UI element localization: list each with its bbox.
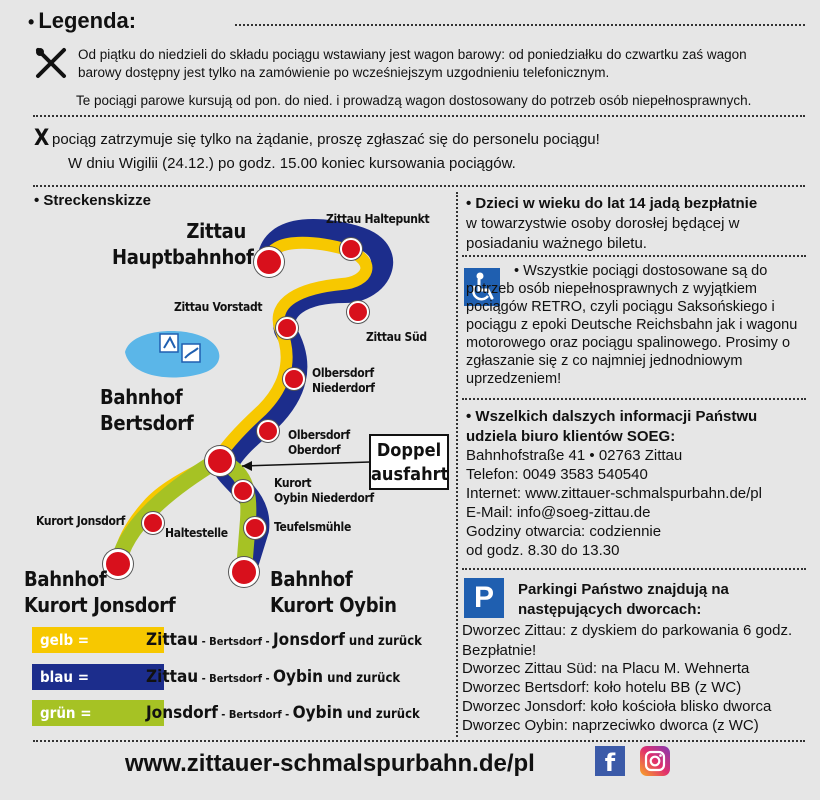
divider: [462, 398, 806, 400]
facebook-icon[interactable]: f: [595, 746, 625, 776]
station-zittau-sued: Zittau Süd: [366, 330, 427, 344]
station-pin: [340, 238, 362, 260]
station-zittau-haltepunkt: Zittau Haltepunkt: [326, 212, 430, 226]
station-oybin-niederdorf: Kurort Oybin Niederdorf: [274, 476, 374, 505]
station-pin: [244, 517, 266, 539]
request-stop-symbol: X: [34, 126, 50, 151]
station-jonsdorf-haltestelle: Kurort Jonsdorf: [36, 514, 126, 528]
station-haltestelle: Haltestelle: [165, 526, 228, 540]
station-olbersdorf-niederdorf: Olbersdorf Niederdorf: [312, 366, 375, 395]
station-pin: [254, 247, 284, 277]
route-yellow: Zittau - Bertsdorf - Jonsdorf und zurück: [146, 630, 422, 650]
station-pin: [283, 368, 305, 390]
divider-vertical: [456, 192, 458, 737]
station-pin: [257, 420, 279, 442]
parking-line: Dworzec Jonsdorf: koło kościoła blisko dworca: [462, 698, 772, 715]
parking-line: Dworzec Zittau: z dyskiem do parkowania 6 godz. Bezpłatnie!: [462, 622, 793, 659]
christmas-note: W dniu Wigilii (24.12.) po godz. 15.00 koniec kursowania pociągów.: [68, 155, 516, 172]
station-kurort-oybin: Bahnhof Kurort Oybin: [270, 567, 397, 617]
info-phone: Telefon: 0049 3583 540540: [466, 466, 648, 483]
parking-heading: Parkingi Państwo znajdują na następujących dworcach:: [518, 581, 729, 618]
station-pin: [347, 301, 369, 323]
divider: [33, 740, 805, 742]
cutlery-icon: [34, 46, 68, 80]
route-green: Jonsdorf - Bertsdorf - Oybin und zurück: [146, 703, 420, 723]
legend-title: • Legenda:: [28, 8, 137, 33]
station-zittau-hbf: Zittau Hauptbahnhof: [112, 219, 254, 269]
doppel-ausfahrt-box: Doppel ausfahrt: [369, 434, 449, 490]
station-pin: [142, 512, 164, 534]
children-note: • Dzieci w wieku do lat 14 jadą bezpłatnie w towarzystwie osoby dorosłej będącej w posiadaniu ważnego biletu.: [466, 195, 758, 252]
info-heading: • Wszelkich dalszych informacji Państwu udziela biuro klientów SOEG:: [466, 408, 758, 445]
map-title: • Streckenskizze: [34, 192, 151, 209]
info-email-link[interactable]: E-Mail: info@soeg-zittau.de: [466, 504, 651, 521]
parking-line: Dworzec Zittau Süd: na Placu M. Wehnerta: [462, 660, 750, 677]
instagram-icon[interactable]: [640, 746, 670, 776]
station-pin: [229, 557, 259, 587]
pond-icon: [120, 322, 230, 382]
station-bertsdorf: Bahnhof Bertsdorf: [100, 385, 194, 435]
divider: [462, 568, 806, 570]
info-address: Bahnhofstraße 41 • 02763 Zittau: [466, 447, 683, 464]
key-blue: blau =: [32, 664, 164, 690]
route-blue: Zittau - Bertsdorf - Oybin und zurück: [146, 667, 401, 687]
divider: [33, 115, 805, 117]
key-green: grün =: [32, 700, 164, 726]
parking-icon: P: [464, 578, 504, 618]
footer-url-link[interactable]: www.zittauer-schmalspurbahn.de/pl: [125, 750, 535, 777]
station-pin: [276, 317, 298, 339]
divider: [235, 24, 805, 26]
parking-line: Dworzec Oybin: naprzeciwko dworca (z WC): [462, 717, 759, 734]
accessibility-note: • Wszystkie pociągi dostosowane są do potrzeb osób niepełnosprawnych z wyjątkiem pociągów RETRO, czyli pociągu Saksońskiego i pociągu z epoki Deutsche Reichsbahn jak i wagonu motorowego oraz pociągu spalinowego. Prosimy o zgłaszanie się z co najmniej jednodniowym uprzedzeniem!: [466, 263, 798, 387]
divider: [33, 185, 805, 187]
station-olbersdorf-oberdorf: Olbersdorf Oberdorf: [288, 428, 350, 457]
steam-note: Te pociągi parowe kursują od pon. do nied. i prowadzą wagon dostosowany do potrzeb osób niepełnosprawnych.: [76, 93, 752, 108]
info-hours: od godz. 8.30 do 13.30: [466, 542, 620, 559]
parking-line: Dworzec Bertsdorf: koło hotelu BB (z WC): [462, 679, 742, 696]
request-note: pociąg zatrzymuje się tylko na żądanie, proszę zgłaszać się do personelu pociągu!: [52, 131, 600, 148]
divider: [462, 255, 806, 257]
station-pin: [205, 446, 235, 476]
bar-note: Od piątku do niedzieli do składu pociągu wstawiany jest wagon barowy: od poniedziałku do czwartku zaś wagon barowy dostępny jest tylko na zamówienie po wcześniejszym uzgodnieniu telefonicznym.: [78, 47, 747, 80]
info-internet-link[interactable]: Internet: www.zittauer-schmalspurbahn.de/pl: [466, 485, 762, 502]
key-yellow: gelb =: [32, 627, 164, 653]
station-pin: [232, 480, 254, 502]
station-kurort-jonsdorf: Bahnhof Kurort Jonsdorf: [24, 567, 176, 617]
station-teufelsmuehle: Teufelsmühle: [274, 520, 351, 534]
info-hours-label: Godziny otwarcia: codziennie: [466, 523, 662, 540]
station-zittau-vorstadt: Zittau Vorstadt: [174, 300, 263, 314]
